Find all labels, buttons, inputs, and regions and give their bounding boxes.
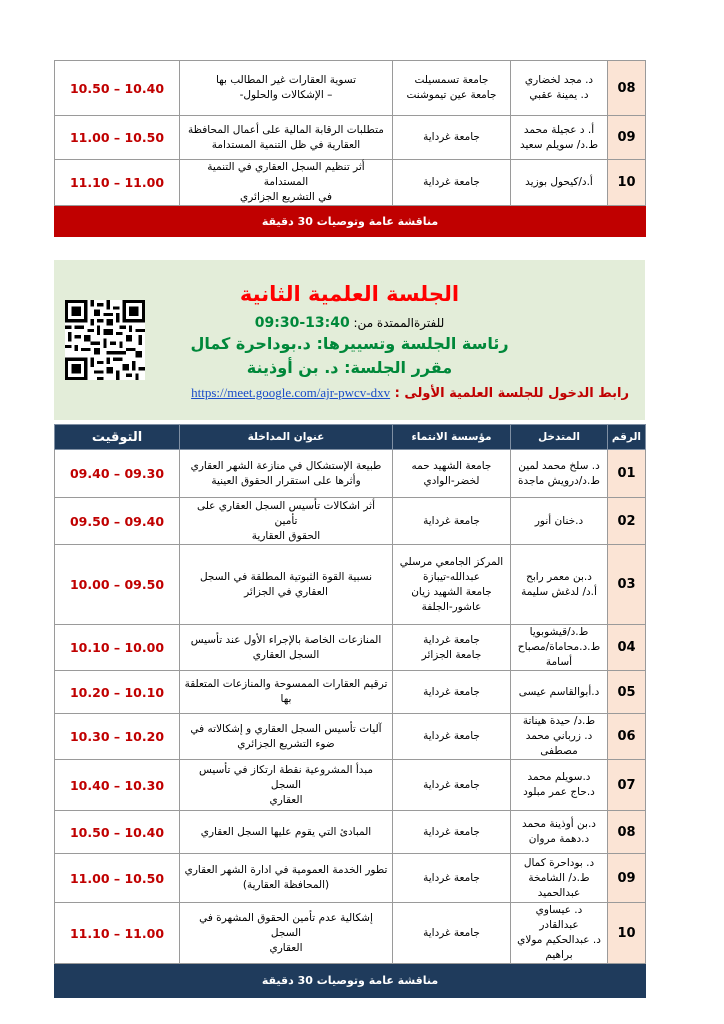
- session2-header: [54, 260, 645, 420]
- row-speakers-line: د.بن أوذينة محمد: [522, 818, 596, 830]
- row-affiliation: [393, 116, 511, 160]
- row-speakers: [511, 671, 608, 714]
- session2-table: [54, 424, 646, 998]
- row-title-line: (المحافظة العقارية): [242, 879, 330, 891]
- meet-link[interactable]: https://meet.google.com/ajr-pwcv-dxv: [191, 385, 391, 400]
- row-affiliation: [393, 545, 511, 625]
- row-title-line: ضوء التشريع الجزائري: [237, 737, 335, 750]
- col-header-num: الرقم: [608, 425, 646, 450]
- row-affiliation-line: جامعة غرداية: [423, 825, 480, 838]
- row-speakers: [511, 116, 608, 160]
- row-title-line: أثر اشكالات تأسيس السجل العقاري على تأمين: [196, 499, 376, 527]
- row-affiliation-line: جامعة غرداية: [423, 871, 480, 884]
- row-speakers-line: د. مجد لخضاري: [524, 74, 594, 86]
- session1-table: [54, 60, 646, 237]
- row-affiliation: [393, 61, 511, 116]
- row-affiliation-line: جامعة غرداية: [423, 633, 480, 646]
- row-title: [180, 760, 393, 811]
- row-speakers: [511, 625, 608, 671]
- table-row: [55, 714, 646, 760]
- row-number: 10: [608, 903, 646, 964]
- table-row: [55, 160, 646, 206]
- row-speakers-line: د. عبدالحكيم مولاي براهيم: [517, 934, 601, 961]
- row-affiliation-line: جامعة غرداية: [423, 176, 480, 188]
- row-time: 11.10 – 11.00: [55, 903, 180, 964]
- row-affiliation: [393, 671, 511, 714]
- row-title-line: العقاري: [269, 793, 303, 806]
- row-speakers-line: د.سويلم محمد: [527, 771, 591, 783]
- row-time: 09.50 – 09.40: [55, 498, 180, 545]
- row-number: 08: [608, 811, 646, 854]
- row-speakers: [511, 498, 608, 545]
- row-number: 02: [608, 498, 646, 545]
- session2-title: الجلسة العلمية الثانية: [239, 282, 460, 306]
- row-affiliation: [393, 625, 511, 671]
- row-affiliation-line: جامعة الجزائر: [421, 648, 482, 661]
- table-row: [55, 811, 646, 854]
- row-speakers-line: د.خنان أنور: [534, 514, 584, 527]
- row-title: [180, 498, 393, 545]
- row-title-line: نسبية القوة الثبوتية المطلقة في السجل: [199, 570, 373, 583]
- row-speakers-line: أ.د/كيحول بوزيد: [525, 176, 593, 188]
- row-title-line: المبادئ التي يقوم عليها السجل العقاري: [200, 825, 372, 838]
- row-time: 10.10 – 10.00: [55, 625, 180, 671]
- row-affiliation: [393, 760, 511, 811]
- row-speakers-line: د.أبوالقاسم عيسى: [518, 685, 600, 698]
- table-row: [55, 625, 646, 671]
- row-title-line: – الإشكالات والحلول-: [239, 89, 333, 101]
- session2-closing: مناقشة عامة وتوصيات 30 دقيقة: [55, 964, 646, 998]
- row-title-line: أثر تنظيم السجل العقاري في التنمية المستدامة: [207, 161, 365, 188]
- row-title: [180, 811, 393, 854]
- row-title-line: السجل العقاري: [252, 648, 320, 661]
- row-title-line: طبيعة الإستشكال في منازعة الشهر العقاري: [190, 459, 382, 472]
- row-number: 01: [608, 450, 646, 498]
- row-title: [180, 160, 393, 206]
- row-time: 11.10 – 11.00: [55, 160, 180, 206]
- row-speakers: [511, 811, 608, 854]
- table-row: [55, 545, 646, 625]
- row-title-line: تطور الخدمة العمومية في ادارة الشهر العقاري: [184, 864, 388, 876]
- row-affiliation-line: المركز الجامعي مرسلي: [399, 555, 504, 568]
- row-speakers-line: ط.د.محاماة/مصباح أسامة: [517, 641, 601, 668]
- row-speakers: [511, 854, 608, 903]
- row-title-line: العقارية في ظل التنمية المستدامة: [211, 138, 361, 151]
- row-time: 11.00 – 10.50: [55, 116, 180, 160]
- row-speakers-line: د. بوداحرة كمال: [523, 856, 595, 869]
- row-speakers: [511, 760, 608, 811]
- row-title-line: متطلبات الرقابة المالية على أعمال المحافظة: [188, 123, 384, 136]
- row-title: [180, 671, 393, 714]
- row-affiliation-line: جامعة تسمسيلت: [414, 74, 489, 86]
- row-speakers-line: د.بن معمر رابح: [526, 570, 592, 583]
- row-speakers-line: د.دهمة مروان: [528, 833, 590, 845]
- row-title: [180, 61, 393, 116]
- row-speakers-line: أ.د/ لدغش سليمة: [521, 585, 597, 598]
- row-title: [180, 116, 393, 160]
- row-title-line: المنازعات الخاصة بالإجراء الأول عند تأسيس: [190, 633, 382, 646]
- row-number: 06: [608, 714, 646, 760]
- row-affiliation-line: عاشور-الجلفة: [421, 600, 482, 613]
- row-number: 04: [608, 625, 646, 671]
- table-row: [55, 760, 646, 811]
- session2-chair: رئاسة الجلسة وتسييرها: د.بوداحرة كمال: [190, 334, 509, 353]
- row-speakers-line: د. عيساوي عبدالقادر: [535, 904, 583, 931]
- row-affiliation: [393, 903, 511, 964]
- row-title-line: آليات تأسيس السجل العقاري و إشكالاته في: [190, 722, 382, 735]
- row-time: 10.40 – 10.30: [55, 760, 180, 811]
- row-speakers-line: ط.د/ الشامخة عبدالحميد: [528, 871, 590, 899]
- row-title: [180, 714, 393, 760]
- row-number: 03: [608, 545, 646, 625]
- table-row: [55, 498, 646, 545]
- row-affiliation-line: لخضر-الوادي: [423, 474, 480, 487]
- row-affiliation: [393, 498, 511, 545]
- link-label: رابط الدخول للجلسة العلمية الأولى :: [394, 386, 629, 401]
- row-speakers: [511, 61, 608, 116]
- period-label: للفترةالممتدة من:: [353, 316, 445, 330]
- table-row: [55, 671, 646, 714]
- row-speakers-line: ط.د/قيشوبويا: [529, 626, 589, 638]
- row-title-line: إشكالية عدم تأمين الحقوق المشهرة في السجل: [199, 911, 373, 939]
- row-affiliation-line: جامعة غرداية: [423, 778, 480, 791]
- row-time: 10.30 – 10.20: [55, 714, 180, 760]
- row-speakers-line: د. يمينة عقبي: [529, 89, 589, 101]
- row-affiliation-line: جامعة غرداية: [423, 730, 480, 742]
- row-affiliation-line: جامعة غرداية: [423, 926, 480, 939]
- row-title-line: بها: [280, 693, 292, 705]
- row-number: 08: [608, 61, 646, 116]
- row-affiliation: [393, 450, 511, 498]
- row-title-line: وأثرها على استقرار الحقوق العينية: [211, 474, 361, 487]
- row-title-line: تسوية العقارات غير المطالب بها: [215, 74, 357, 86]
- row-title-line: في التشريع الجزائري: [240, 191, 332, 203]
- col-header-speaker: المتدخل: [511, 425, 608, 450]
- row-speakers-line: أ. د عجيلة محمد: [523, 123, 595, 136]
- session2-link-row: [191, 385, 629, 401]
- row-time: 10.20 – 10.10: [55, 671, 180, 714]
- row-affiliation-line: جامعة غرداية: [423, 131, 480, 143]
- row-title-line: مبدأ المشروعية نقطة ارتكاز في تأسيس السجل: [198, 763, 374, 791]
- table-row: [55, 450, 646, 498]
- row-title: [180, 903, 393, 964]
- row-time: 10.00 – 09.50: [55, 545, 180, 625]
- row-number: 09: [608, 116, 646, 160]
- col-header-title: عنوان المداخلة: [180, 425, 393, 450]
- qr-code-icon: [65, 300, 145, 380]
- table-row: [55, 903, 646, 964]
- row-title-line: ترقيم العقارات الممسوحة والمنازعات المتعلقة: [184, 678, 388, 690]
- row-affiliation-line: جامعة عين تيموشنت: [406, 89, 497, 101]
- table-row: [55, 61, 646, 116]
- row-speakers-line: د. زرباني محمد مصطفى: [525, 730, 593, 757]
- row-affiliation-line: جامعة الشهيد حمه: [411, 459, 492, 472]
- row-speakers-line: د.حاج عمر مبلود: [523, 786, 595, 798]
- row-speakers: [511, 545, 608, 625]
- row-time: 09.40 – 09.30: [55, 450, 180, 498]
- row-title: [180, 545, 393, 625]
- session1-closing: مناقشة عامة وتوصيات 30 دقيقة: [55, 206, 646, 237]
- row-speakers-line: ط.د/ حيدة هيناتة: [522, 715, 596, 727]
- row-speakers-line: ط.د/ سويلم سعيد: [519, 138, 599, 151]
- row-speakers-line: د. سلخ محمد لمين: [518, 459, 600, 472]
- row-speakers-line: ط.د/درويش ماجدة: [517, 474, 601, 487]
- row-affiliation: [393, 811, 511, 854]
- row-speakers: [511, 450, 608, 498]
- row-number: 07: [608, 760, 646, 811]
- row-title: [180, 854, 393, 903]
- period-value: 09:30-13:40: [254, 315, 350, 331]
- table-row: [55, 116, 646, 160]
- row-speakers: [511, 903, 608, 964]
- row-time: 10.50 – 10.40: [55, 61, 180, 116]
- row-affiliation: [393, 854, 511, 903]
- row-time: 11.00 – 10.50: [55, 854, 180, 903]
- row-title: [180, 450, 393, 498]
- row-title-line: الحقوق العقارية: [251, 529, 321, 542]
- table-row: [55, 854, 646, 903]
- row-time: 10.50 – 10.40: [55, 811, 180, 854]
- row-number: 10: [608, 160, 646, 206]
- col-header-affiliation: مؤسسة الانتماء: [393, 425, 511, 450]
- row-number: 09: [608, 854, 646, 903]
- row-affiliation-line: جامعة الشهيد زيان: [411, 585, 492, 598]
- row-affiliation-line: عبدالله-تيبازة: [423, 570, 480, 583]
- row-affiliation-line: جامعة غرداية: [423, 685, 480, 698]
- row-affiliation: [393, 714, 511, 760]
- row-title-line: العقاري في الجزائر: [244, 585, 328, 598]
- row-affiliation: [393, 160, 511, 206]
- row-affiliation-line: جامعة غرداية: [423, 514, 480, 527]
- row-speakers: [511, 160, 608, 206]
- row-speakers: [511, 714, 608, 760]
- row-title: [180, 625, 393, 671]
- row-number: 05: [608, 671, 646, 714]
- row-title-line: العقاري: [269, 941, 303, 954]
- col-header-time: التوقيت: [55, 425, 180, 450]
- session2-reporter: مقرر الجلسة: د. بن أوذينة: [246, 358, 453, 377]
